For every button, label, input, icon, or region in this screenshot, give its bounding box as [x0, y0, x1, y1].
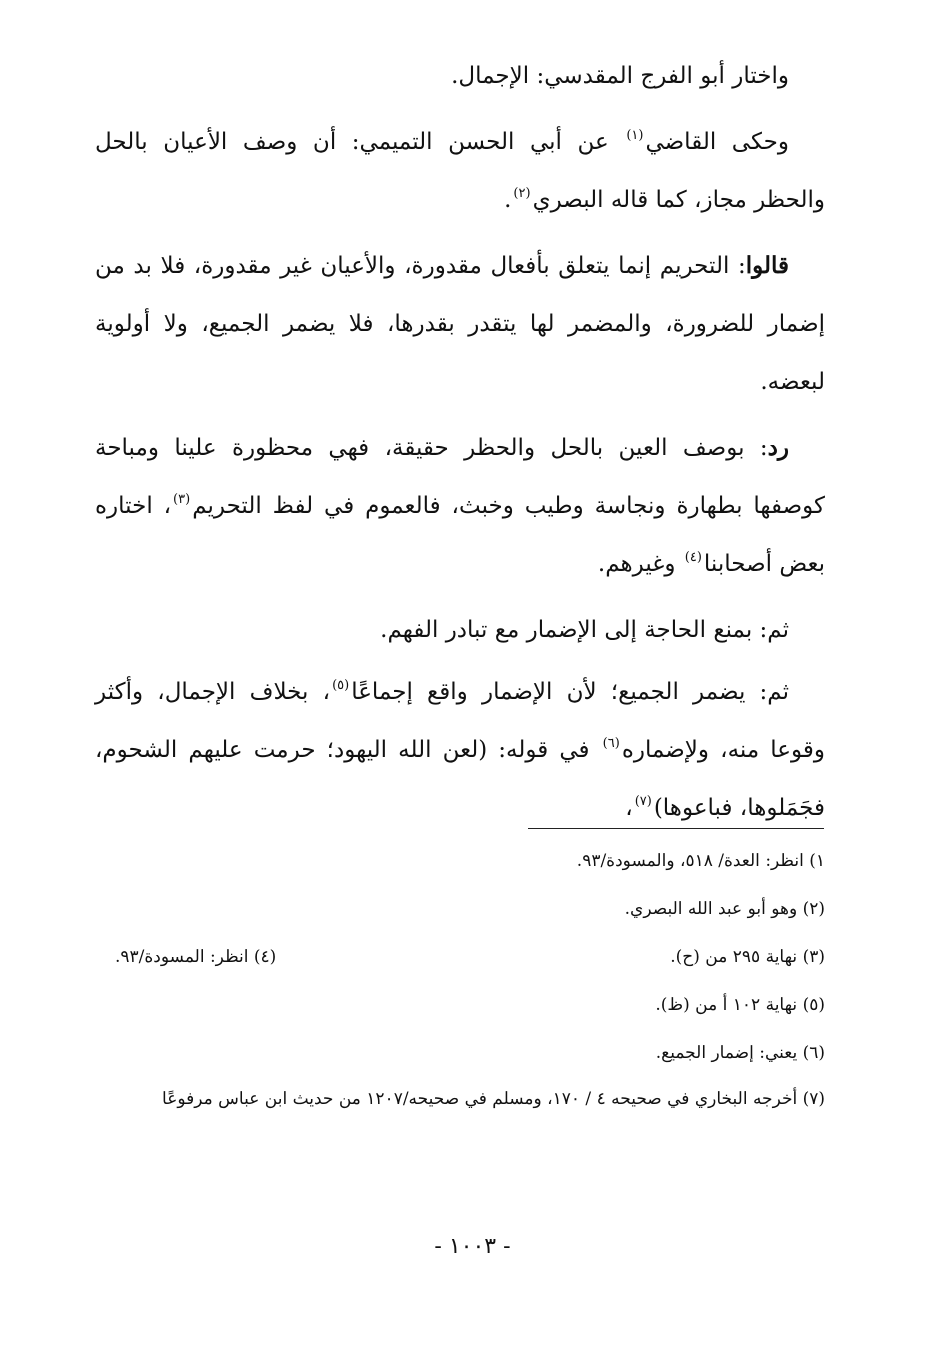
paragraph-6-text-d: ،	[625, 795, 633, 821]
footnote-ref-7[interactable]: (٧)	[634, 794, 652, 809]
paragraph-4-text-a: : بوصف العين بالحل والحظر حقيقة، فهي محظورة علينا ومباحة كوصفها بطهارة ونجاسة وطيب وخبث، فالعموم في لفظ التحريم	[95, 435, 825, 519]
paragraph-6-text-c: في قوله: (لعن الله اليهود؛ حرمت عليهم الشحوم، فجَمَلوها، فباعوها)	[95, 737, 825, 821]
footnote-3: (٣) نهاية ٢٩٥ من (ح).	[670, 947, 825, 967]
footnote-4: (٤) انظر: المسودة/٩٣.	[115, 947, 277, 967]
footnote-5: (٥) نهاية ١٠٢ أ من (ظ).	[655, 995, 825, 1015]
footnote-ref-5[interactable]: (٥)	[332, 678, 350, 693]
paragraph-3-label: قالوا	[745, 252, 789, 279]
page-number: - ١٠٠٣ -	[434, 1234, 511, 1259]
footnote-ref-3[interactable]: (٣)	[173, 492, 191, 507]
paragraph-4-text-b: ، اختاره بعض أصحابنا	[95, 493, 825, 577]
paragraph-2-text-b: عن أبي الحسن التميمي: أن وصف الأعيان بالحل والحظر مجاز، كما قاله البصري	[95, 129, 825, 213]
paragraph-6	[95, 663, 825, 837]
paragraph-2	[95, 113, 825, 229]
footnote-ref-2[interactable]: (٢)	[513, 186, 531, 201]
footnotes	[95, 837, 825, 1121]
paragraph-1-text: واختار أبو الفرج المقدسي: الإجمال.	[451, 63, 789, 89]
footnote-1: ١) انظر: العدة/ ٥١٨، والمسودة/٩٣.	[576, 851, 825, 871]
paragraph-4-label: رد	[767, 434, 789, 461]
paragraph-2-text-c: .	[504, 187, 512, 213]
paragraph-3-text: : التحريم إنما يتعلق بأفعال مقدورة، والأعيان غير مقدورة، فلا بد من إضمار للضرورة، والمضمر لها يتقدر بقدرها، فلا يضمر الجميع، ولا أولوية لبعضه.	[95, 253, 825, 395]
footnote-row-3-4	[95, 933, 825, 981]
footnote-ref-4[interactable]: (٤)	[684, 550, 702, 565]
paragraph-1	[95, 47, 825, 105]
footnote-ref-6[interactable]: (٦)	[602, 736, 620, 751]
paragraph-4	[95, 419, 825, 593]
paragraph-6-text-b: ، بخلاف الإجمال، وأكثر وقوعا منه، ولإضماره	[95, 679, 825, 763]
footnote-7: (٧) أخرجه البخاري في صحيحه ٤ / ١٧٠، ومسلم في صحيحه/١٢٠٧ من حديث ابن عباس مرفوعًا	[162, 1089, 825, 1109]
paragraph-5	[95, 601, 825, 659]
paragraph-5-text: ثم: بمنع الحاجة إلى الإضمار مع تبادر الفهم.	[380, 617, 789, 643]
main-text	[95, 47, 825, 837]
paragraph-3	[95, 237, 825, 411]
paragraph-2-text-a: وحكى القاضي	[645, 129, 789, 155]
paragraph-4-text-c: وغيرهم.	[597, 551, 683, 577]
paragraph-6-text-a: ثم: يضمر الجميع؛ لأن الإضمار واقع إجماعًا	[351, 679, 789, 705]
footnote-ref-1[interactable]: (١)	[626, 128, 644, 143]
footnote-2: (٢) وهو أبو عبد الله البصري.	[624, 899, 825, 919]
footnote-separator	[528, 828, 824, 829]
footnote-6: (٦) يعني: إضمار الجميع.	[655, 1043, 825, 1063]
